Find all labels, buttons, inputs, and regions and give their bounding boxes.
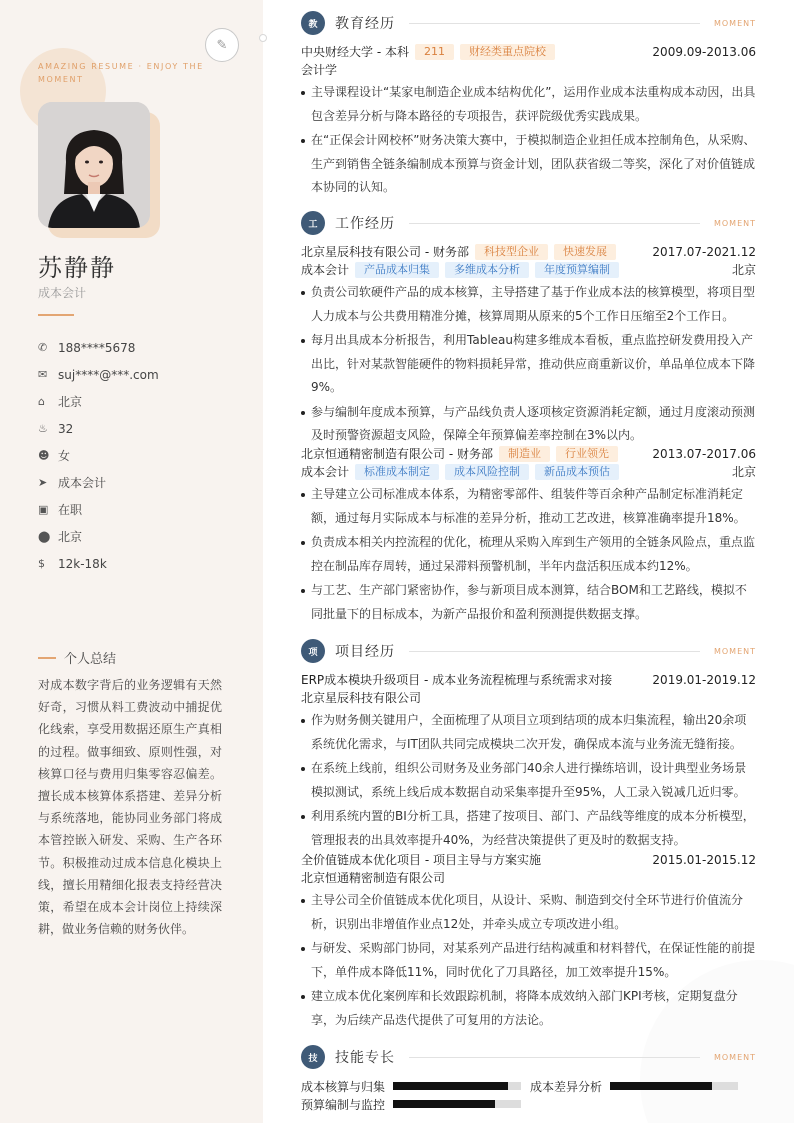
company-name: 北京星辰科技有限公司 - 财务部: [301, 245, 469, 259]
list-item: 建立成本优化案例库和长效跟踪机制，将降本成效纳入部门KPI考核，定期复盘分享，为后续产品迭代提供了可复用的方法论。: [301, 985, 756, 1032]
section-title: 工作经历: [335, 216, 395, 232]
contact-value: 32: [58, 421, 74, 436]
job-city: 北京: [731, 465, 756, 479]
section-tag: MOMENT: [713, 218, 756, 228]
skill-tag: 新品成本预估: [535, 464, 619, 480]
home-icon: ⌂: [38, 395, 45, 408]
list-item: 作为财务侧关键用户，全面梳理了从项目立项到结项的成本归集流程，输出20余项系统优化需求，与IT团队共同完成模块二次开发，确保成本流与业务流无缝衔接。: [301, 709, 756, 756]
section-badge: 项: [301, 639, 325, 663]
company-tag: 制造业: [499, 446, 550, 462]
company-tag: 行业领先: [556, 446, 618, 462]
project-entry: [301, 851, 756, 1033]
decor-dot: [259, 34, 267, 42]
skill-item: [301, 1077, 521, 1095]
skill-tag: 成本风险控制: [445, 464, 529, 480]
section-title: 技能专长: [335, 1050, 395, 1066]
list-item: 主导建立公司标准成本体系，为精密零部件、组装件等百余种产品制定标准消耗定额，通过每月实际成本与标准的差异分析，推动工艺改进，核算准确率提升18%。: [301, 483, 756, 530]
list-item: 每月出具成本分析报告，利用Tableau构建多维成本看板，重点监控研发费用投入产出比，针对某款智能硬件的物料损耗异常，推动供应商重新议价，单品单位成本下降9%。: [301, 329, 756, 400]
skill-tag: 年度预算编制: [535, 262, 619, 278]
section-tag: MOMENT: [713, 1052, 756, 1062]
company-tag: 快速发展: [554, 244, 616, 260]
skill-name: 成本差异分析: [530, 1079, 603, 1094]
project-company: 北京星辰科技有限公司: [301, 691, 422, 705]
contact-info: [38, 334, 248, 577]
contact-row: [38, 469, 248, 496]
skill-item: [301, 1095, 521, 1113]
job-position: 成本会计: [301, 263, 350, 277]
list-item: 在系统上线前，组织公司财务及业务部门40余人进行操练培训，设计典型业务场景模拟测试，系统上线后成本数据自动采集率提升至95%，人工录入锐减几近归零。: [301, 757, 756, 804]
contact-row: [38, 496, 248, 523]
section-badge: 工: [301, 211, 325, 235]
send-icon: ➤: [38, 476, 48, 489]
gender-icon: ☻: [38, 449, 50, 462]
project-name: 全价值链成本优化项目 - 项目主导与方案实施: [301, 853, 541, 867]
section-divider: [409, 223, 700, 224]
skill-tag: 产品成本归集: [355, 262, 439, 278]
candidate-name: 苏静静: [38, 254, 116, 282]
list-item: 与研发、采购部门协同，对某系列产品进行结构减重和材料替代，在保证性能的前提下，单件成本降低11%，同时优化了刀具路径，加工效率提升15%。: [301, 937, 756, 984]
sidebar: [0, 0, 263, 1123]
section-title: 项目经历: [335, 644, 395, 660]
section-badge: 教: [301, 11, 325, 35]
list-item: 参与编制年度成本预算，与产品线负责人逐项核定资源消耗定额，通过月度滚动预测及时预警资源超支风险，保障全年预算偏差率控制在3%以内。: [301, 401, 756, 448]
summary-title: 个人总结: [64, 652, 117, 667]
briefcase-icon: ▣: [38, 503, 49, 516]
cake-icon: ♨: [38, 422, 48, 435]
summary-text: 对成本数字背后的业务逻辑有天然好奇，习惯从料工费波动中捕捉优化线索，享受用数据还原生产真相的过程。做事细致、原则性强，对核算口径与费用归集零容忍偏差。擅长成本核算体系搭建、差异分析与系统落地，能协同业务部门将成本管控嵌入研发、采购、生产各环节。积极推动过成本信息化模块上线，擅长用精细化报表支持经营决策，希望在成本会计岗位上持续深耕，做业务信赖的财务伙伴。: [38, 678, 222, 937]
contact-value: 北京: [58, 530, 83, 544]
job-position: 成本会计: [301, 465, 350, 479]
skill-item: [530, 1077, 738, 1095]
job-date: 2013.07-2017.06: [652, 447, 756, 461]
project-name: ERP成本模块升级项目 - 成本业务流程梳理与系统需求对接: [301, 673, 613, 687]
section-tag: MOMENT: [713, 18, 756, 28]
section-badge: 技: [301, 1045, 325, 1069]
major: 会计学: [301, 63, 338, 77]
section-tag: MOMENT: [713, 646, 756, 656]
project-company: 北京恒通精密制造有限公司: [301, 871, 446, 885]
company-name: 北京恒通精密制造有限公司 - 财务部: [301, 447, 493, 461]
contact-value: 12k-18k: [58, 556, 107, 571]
contact-row: [38, 415, 248, 442]
section-skills-header: [301, 1044, 756, 1070]
mail-icon: ✉: [38, 368, 48, 381]
skill-bar-fill: [393, 1082, 508, 1090]
location-icon: ⬤: [38, 530, 51, 543]
section-education-header: [301, 10, 756, 36]
school-tag: 财经类重点院校: [460, 44, 555, 60]
summary-heading: [38, 648, 116, 667]
candidate-role: 成本会计: [38, 286, 87, 300]
skill-bar-fill: [393, 1100, 495, 1108]
education-date: 2009.09-2013.06: [652, 45, 756, 59]
skill-bar: [393, 1082, 521, 1090]
contact-value: 女: [58, 449, 71, 463]
divider: [38, 314, 74, 316]
job-city: 北京: [731, 263, 756, 277]
contact-row: [38, 334, 248, 361]
contact-value: 成本会计: [58, 476, 107, 490]
job-entry: [301, 445, 756, 627]
contact-row: [38, 523, 248, 550]
project-entry: [301, 671, 756, 853]
section-divider: [409, 651, 700, 652]
list-item: 在“正保会计网校杯”财务决策大赛中，于模拟制造企业担任成本控制角色，从采购、生产到销售全链条编制成本预算与资金计划，团队获省级二等奖，深化了对价值链成本协同的认知。: [301, 129, 756, 200]
pen-icon: ✎: [205, 28, 239, 62]
heading-accent: [38, 657, 56, 659]
contact-row: [38, 388, 248, 415]
school-tag: 211: [415, 44, 454, 60]
section-project-header: [301, 638, 756, 664]
tagline: AMAZING RESUME · ENJOY THE MOMENT: [38, 62, 204, 84]
job-entry: [301, 243, 756, 449]
phone-icon: ✆: [38, 341, 48, 354]
company-tag: 科技型企业: [475, 244, 548, 260]
skill-bar: [393, 1100, 521, 1108]
project-date: 2019.01-2019.12: [652, 673, 756, 687]
skill-tag: 标准成本制定: [355, 464, 439, 480]
project-date: 2015.01-2015.12: [652, 853, 756, 867]
skill-bar: [610, 1082, 738, 1090]
school-name: 中央财经大学 - 本科: [301, 45, 409, 59]
list-item: 与工艺、生产部门紧密协作，参与新项目成本测算，结合BOM和工艺路线，模拟不同批量下的目标成本，为新产品报价和盈利预测提供数据支撑。: [301, 579, 756, 626]
job-date: 2017.07-2021.12: [652, 245, 756, 259]
salary-icon: $: [38, 557, 45, 570]
list-item: 利用系统内置的BI分析工具，搭建了按项目、部门、产品线等维度的成本分析模型，管理报表的出具效率提升40%，为经营决策提供了更及时的数据支持。: [301, 805, 756, 852]
skill-name: 成本核算与归集: [301, 1079, 386, 1094]
skill-tag: 多维成本分析: [445, 262, 529, 278]
section-title: 教育经历: [335, 16, 395, 32]
contact-value: 北京: [58, 395, 83, 409]
contact-row: [38, 550, 248, 577]
list-item: 负责成本相关内控流程的优化，梳理从采购入库到生产领用的全链条风险点，重点监控在制品库存周转，通过呆滞料预警机制，半年内盘活积压成本约12%。: [301, 531, 756, 578]
avatar: [38, 102, 150, 228]
list-item: 主导公司全价值链成本优化项目，从设计、采购、制造到交付全环节进行价值流分析，识别出非增值作业点12处，并牵头成立专项改进小组。: [301, 889, 756, 936]
section-work-header: [301, 210, 756, 236]
skill-bar-fill: [610, 1082, 712, 1090]
contact-value: suj****@***.com: [58, 367, 159, 382]
education-entry: [301, 43, 756, 201]
contact-value: 在职: [58, 503, 83, 517]
list-item: 负责公司软硬件产品的成本核算，主导搭建了基于作业成本法的核算模型，将项目型人力成本与公共费用精准分摊，核算周期从原来的5个工作日压缩至2个工作日。: [301, 281, 756, 328]
list-item: 主导课程设计“某家电制造企业成本结构优化”，运用作业成本法重构成本动因，出具包含差异分析与降本路径的专项报告，获评院级优秀实践成果。: [301, 81, 756, 128]
skill-name: 预算编制与监控: [301, 1097, 386, 1112]
contact-value: 188****5678: [58, 340, 136, 355]
contact-row: [38, 361, 248, 388]
section-divider: [409, 1057, 700, 1058]
section-divider: [409, 23, 700, 24]
contact-row: [38, 442, 248, 469]
